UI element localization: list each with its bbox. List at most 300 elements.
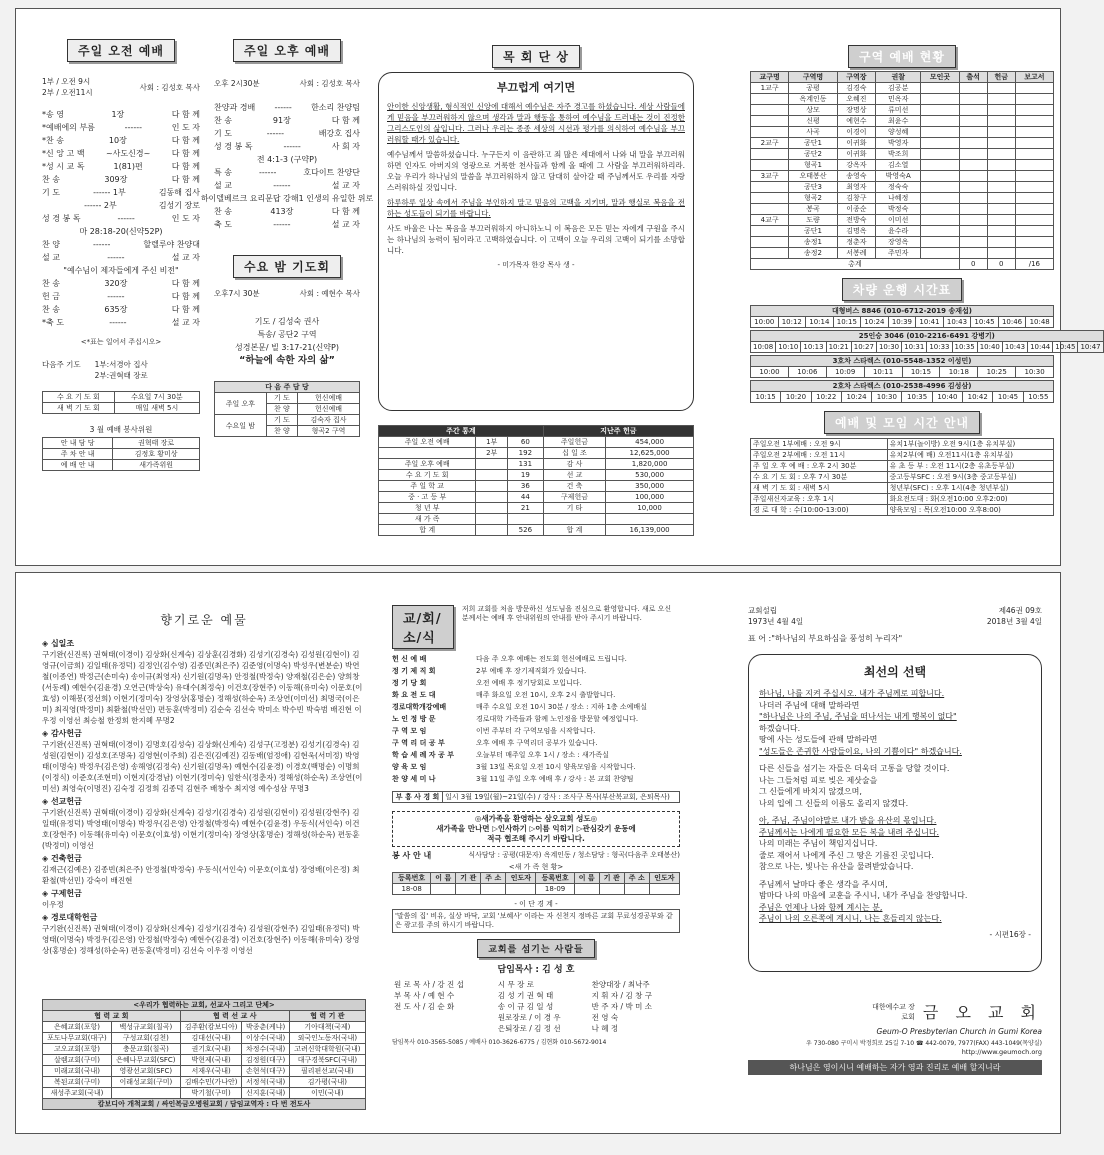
essay-subtitle: 부끄럽게 여기면 xyxy=(496,81,576,94)
dawn-prayer-label: 새 벽 기 도 회 xyxy=(43,403,115,414)
district-cell: 민옥자 xyxy=(875,94,920,105)
bus-stop-time: 10:15 xyxy=(902,367,940,378)
order-detail: 413장 xyxy=(270,207,294,216)
district-cell: 장명상 xyxy=(837,105,875,116)
district-blank-cell xyxy=(1015,248,1053,259)
bus-stop-time: 10:31 xyxy=(902,342,927,353)
newfam-header: 주 소 xyxy=(481,873,506,884)
order-detail: ------ 2부 xyxy=(84,201,117,210)
order-row xyxy=(42,251,200,264)
district-cell: 나혜정 xyxy=(875,193,920,204)
district-blank-cell xyxy=(921,182,959,193)
district-blank-cell xyxy=(1015,160,1053,171)
order-detail: 320장 xyxy=(104,279,128,288)
partner-cell: 미래교회(국내) xyxy=(43,1066,112,1077)
stats-cell: 100,000 xyxy=(606,492,694,503)
district-blank-cell xyxy=(1015,193,1053,204)
partner-row xyxy=(43,1022,366,1033)
poem-line: 줄로 재어서 나에게 주신 그 땅은 기름진 곳입니다. xyxy=(759,850,934,860)
order-item: 설 교 xyxy=(214,181,232,190)
order-detail: "예수님이 제자들에게 주신 비전" xyxy=(63,266,179,275)
offering-section-title: ◈ 건축헌금 xyxy=(42,854,82,863)
district-blank-cell xyxy=(921,127,959,138)
next-week-duty-table xyxy=(214,381,360,437)
district-cell: 주민자 xyxy=(875,248,920,259)
bus-stop-time: 10:40 xyxy=(932,392,962,403)
district-header: 교구명 xyxy=(751,72,789,83)
district-cell: 류미선 xyxy=(875,105,920,116)
bus-timetable xyxy=(750,305,1101,403)
march-volunteer-table xyxy=(42,437,200,471)
news-item-text: 3월 11일 주일 오후 예배 후 / 강사 : 본 교회 찬양팀 xyxy=(476,775,634,783)
newfam-header: 등록번호 xyxy=(536,873,574,884)
poem-line: 주님은 언제나 나와 함께 계시는 분, xyxy=(759,902,883,912)
wed-special-song: 특송/ 공단2 구역 xyxy=(257,330,317,339)
pastor-column xyxy=(372,39,700,565)
meeting-row xyxy=(751,472,1054,483)
bus-stop-time: 10:43 xyxy=(1002,342,1027,353)
stats-cell: 1부 xyxy=(476,437,508,448)
district-cell: 최영자 xyxy=(837,182,875,193)
duty-role: 찬 양 xyxy=(266,426,297,437)
news-title: 교/회/소/식 xyxy=(392,605,454,649)
district-blank-cell xyxy=(987,116,1015,127)
am-note: <*표는 일어서 주십시오> xyxy=(80,338,162,346)
order-person: 다 함 께 xyxy=(171,279,200,288)
denomination: 대한예수교 장로회 xyxy=(872,1002,915,1021)
district-cell: 이귀화 xyxy=(837,138,875,149)
bus-route-table xyxy=(750,305,1054,328)
order-item: 찬 양 xyxy=(42,240,60,249)
order-item: 축 도 xyxy=(214,220,232,229)
order-item: 찬 송 xyxy=(42,279,60,288)
news-item xyxy=(392,773,680,785)
news-items xyxy=(392,653,680,785)
order-detail: 1(81)편 xyxy=(113,162,143,171)
order-detail: ------ 1부 xyxy=(93,188,126,197)
meeting-cell: 유 초 등 부 : 오전 11시(2층 유초등부실) xyxy=(887,461,1053,472)
newfam-blank-cell xyxy=(649,884,679,895)
stats-row xyxy=(379,470,694,481)
order-detail: ------ xyxy=(109,318,127,327)
order-detail: 10장 xyxy=(108,136,127,145)
district-cell xyxy=(751,127,789,138)
order-row xyxy=(42,186,200,199)
order-person: 다 함 께 xyxy=(171,305,200,314)
order-item: *축 도 xyxy=(42,318,64,327)
order-person: 호다이트 찬양단 xyxy=(303,168,360,177)
meeting-row xyxy=(751,439,1054,450)
duty-person: 형곡2 구역 xyxy=(298,426,360,437)
bus-stop-time: 10:41 xyxy=(916,317,944,328)
cult-warning-text: '말씀의 집' 비유, 실상 바닥, 교회 '보혜사' 이라는 자 신천지 정바른 교회 무료성경공부와 같은 광고를 주의 하시기 바랍니다. xyxy=(392,909,680,933)
newfam-header: 등록번호 xyxy=(393,873,431,884)
bus-stop-time: 10:43 xyxy=(943,317,971,328)
church-english-name: Geum-O Presbyterian Church in Gumi Korea xyxy=(876,1027,1042,1036)
role-label: 안 내 담 당 xyxy=(43,438,113,449)
order-row xyxy=(214,127,360,140)
offering-section-title: ◈ 감사헌금 xyxy=(42,729,82,738)
new-family-table xyxy=(392,872,680,895)
stats-cell: 주일 오전 예배 xyxy=(379,437,476,448)
district-cell: 4교구 xyxy=(751,215,789,226)
poem-line: 밤마다 나의 마음에 교훈을 주시니, 내가 주님을 찬양합니다. xyxy=(759,891,968,900)
meeting-cell: 주 일 오 후 예 배 : 오후 2시 30분 xyxy=(751,461,888,472)
service-label: 봉 사 안 내 xyxy=(392,851,432,860)
district-cell: 상모 xyxy=(789,105,837,116)
total-reports: /16 xyxy=(1015,259,1053,270)
am-service-header xyxy=(42,76,200,98)
order-row xyxy=(42,160,200,173)
district-header: 구역명 xyxy=(789,72,837,83)
district-blank-cell xyxy=(1015,182,1053,193)
newfam-header: 이 름 xyxy=(431,873,456,884)
order-row xyxy=(214,218,360,231)
district-blank-cell xyxy=(987,160,1015,171)
servants-title: 교회를 섬기는 사람들 xyxy=(477,939,595,958)
poem-line: "하나님은 나의 주님, 주님을 떠나서는 내게 행복이 없다" xyxy=(759,712,957,721)
order-item: 찬양과 경배 xyxy=(214,103,256,112)
order-detail: 91장 xyxy=(272,116,291,125)
essay-signature: - 미가목자 한강 목사 생 - xyxy=(497,261,575,269)
prayer-meeting-table xyxy=(42,391,200,414)
district-header: 출석 xyxy=(959,72,987,83)
order-row xyxy=(42,199,200,212)
district-row xyxy=(751,237,1054,248)
district-blank-cell xyxy=(1015,204,1053,215)
district-blank-cell xyxy=(987,182,1015,193)
district-cell: 봉곡 xyxy=(789,204,837,215)
wed-scripture: 성경본문/ 빌 3:17-21(신약P) xyxy=(235,343,339,352)
next-prayer-label: 다음주 기도 xyxy=(42,360,81,369)
dawn-prayer-time: 매일 새벽 5시 xyxy=(114,403,199,414)
order-row xyxy=(42,134,200,147)
pastor-column-title: 목 회 단 상 xyxy=(492,45,580,68)
order-row xyxy=(214,101,360,114)
partner-cell: 김주환(캄보디아) xyxy=(180,1022,242,1033)
wed-time: 오후7시 30분 xyxy=(214,289,260,298)
stats-cell: 건 축 xyxy=(543,481,605,492)
stats-cell: 21 xyxy=(507,503,543,514)
welcome-line: 새가족을 만나면 ▷인사하기 ▷이름 익히기 ▷관심갖기 운동에 xyxy=(436,824,636,833)
pm-order-list xyxy=(200,101,374,231)
bus-stop-time: 10:11 xyxy=(864,367,902,378)
order-item: 찬 송 xyxy=(214,207,232,216)
news-item-label: 학 습 세 례 자 공 부 xyxy=(392,751,454,759)
bus-stop-time: 10:22 xyxy=(811,392,841,403)
district-row xyxy=(751,193,1054,204)
newfam-blank-cell xyxy=(481,884,506,895)
bus-route-header xyxy=(751,331,1104,342)
meeting-row xyxy=(751,505,1054,516)
district-row xyxy=(751,171,1054,182)
church-website[interactable]: http://www.geumoch.org xyxy=(961,1048,1042,1056)
order-item: 찬 송 xyxy=(42,175,60,184)
district-blank-cell xyxy=(959,171,987,182)
order-person: 설 교 자 xyxy=(331,181,360,190)
order-item: *성 시 교 독 xyxy=(42,162,85,171)
partners-head: 협 력 교 회 xyxy=(43,1011,181,1022)
order-row xyxy=(42,212,200,225)
partner-cell: 영광선교회(SFC) xyxy=(111,1066,180,1077)
news-item xyxy=(392,737,680,749)
partners-head: 협 력 선 교 사 xyxy=(180,1011,289,1022)
district-cell: 사곡 xyxy=(789,127,837,138)
bus-route-name: 대형버스 8846 (010-6712-2019 송재섭) xyxy=(751,306,1054,317)
partner-cell: 김정원(대구) xyxy=(242,1055,289,1066)
news-item xyxy=(392,701,680,713)
district-blank-cell xyxy=(959,116,987,127)
order-person: 다 함 께 xyxy=(171,175,200,184)
newfam-header: 인도자 xyxy=(506,873,536,884)
order-row xyxy=(42,290,200,303)
servants-table xyxy=(392,979,680,1034)
district-cell xyxy=(751,204,789,215)
meeting-row xyxy=(751,483,1054,494)
district-blank-cell xyxy=(1015,237,1053,248)
bus-stop-time: 10:18 xyxy=(940,367,978,378)
meeting-row xyxy=(751,494,1054,505)
pm-service-column xyxy=(200,33,374,565)
district-blank-cell xyxy=(959,127,987,138)
duty-person: 헌신예배 xyxy=(298,393,360,404)
partner-cell: 박현제(국내) xyxy=(180,1055,242,1066)
meeting-cell: 유치1부(놀이방) 오전 9시(1층 유치부실) xyxy=(887,439,1053,450)
partner-row xyxy=(43,1044,366,1055)
district-cell: 신평 xyxy=(789,116,837,127)
district-cell xyxy=(751,94,789,105)
stats-row xyxy=(379,503,694,514)
order-detail: ------ xyxy=(274,103,292,112)
poem-line: 하겠습니다. xyxy=(759,723,801,733)
poem-line: 주님이 나의 오른쪽에 계시니, 나는 흔들리지 않는다. xyxy=(759,914,942,923)
bus-stop-time: 10:55 xyxy=(1023,392,1053,403)
pm-service-title: 주일 오후 예배 xyxy=(233,39,341,62)
news-item-label: 노 인 정 방 문 xyxy=(392,715,436,723)
district-cell: 최윤수 xyxy=(875,116,920,127)
servant-cell: 반 주 자 / 박 미 소 xyxy=(591,1002,652,1011)
offering-names: 구기완(신진록) 권혁태(이경이) 김상화(신계숙) 김상훈(김경화) 김성기(김경숙) 김성원(김현이) 김영규(이금희) 김일태(유정덕) 김정인(김수영) 김종민(최은주) 김준영(이명숙) 박성우(변분순) 박연철(이종연) 박정근(손미숙) 송이규(최영자) 신기원(김명옥) 안정철(박정숙) 양재철(김은순) 양희창(서동례) 예현수(김윤경) 오연근(박상숙) 유대수(최정숙) 이건호(장현주) 이동해(유미숙) 이문호(이효성) 이해봉(정선희) 이현기(정미숙) 장영상(홍명순) 정해성(하순옥) 조상연(이미선) 최명국(이은미) 최직영(박정미) 최환철(박선민) 편동훈(박정미) 김순숙 김선숙 박미소 박수빈 박숙범 배진현 이우정 이영선 최승철 한정희 한지혜 무명2 xyxy=(42,650,363,725)
meetings-title: 예배 및 모임 시간 안내 xyxy=(824,411,980,434)
news-item xyxy=(392,689,680,701)
district-cell: 김경숙 xyxy=(837,83,875,94)
stats-cell: 선 교 xyxy=(543,470,605,481)
stats-cell: 청 년 부 xyxy=(379,503,476,514)
pm-service-header xyxy=(214,78,360,89)
news-item-text: 이번 주부터 각 구역모임을 시작합니다. xyxy=(476,727,596,735)
district-cell: 송정1 xyxy=(789,237,837,248)
news-header xyxy=(392,605,680,649)
district-cell: 공단1 xyxy=(789,138,837,149)
partner-row xyxy=(43,1077,366,1088)
am-order-list xyxy=(42,108,200,329)
district-row xyxy=(751,127,1054,138)
order-row xyxy=(42,108,200,121)
poem-line: 참으로 나는, 빛나는 유산을 물려받았습니다. xyxy=(759,862,914,871)
stats-cell: 350,000 xyxy=(606,481,694,492)
am-leader: 사회 : 김성호 목사 xyxy=(139,82,200,92)
order-detail: 635장 xyxy=(104,305,128,314)
order-item: 기 도 xyxy=(42,188,60,197)
news-item-label: 경로대학개강예배 xyxy=(392,703,447,711)
news-item-text: 매주 수요일 오전 10시 30분 / 장소 : 지하 1층 소예배실 xyxy=(476,703,647,711)
meeting-cell: 경 로 대 학 : 수(10:00-13:00) xyxy=(751,505,888,516)
essay-paragraph: 하루하루 일상 속에서 주님을 부인하지 말고 믿음의 고백을 지키며, 말과 행실로 복음을 전하는 성도들이 되기를 바랍니다. xyxy=(387,198,685,218)
partner-cell: 손현석(대구) xyxy=(242,1066,289,1077)
duty-person: 헌신예배 xyxy=(298,404,360,415)
bus-stop-time: 10:45 xyxy=(971,317,999,328)
service-guide xyxy=(392,849,680,862)
bulletin-outside-page xyxy=(15,572,1061,1134)
order-item: 특 송 xyxy=(214,168,232,177)
partners-head: 협 력 기 관 xyxy=(289,1011,365,1022)
offering-title: 향기로운 예물 xyxy=(160,613,248,627)
order-detail: 전 4:1-3 (구약P) xyxy=(256,155,318,164)
bus-stop-time: 10:45 xyxy=(993,392,1023,403)
district-blank-cell xyxy=(921,160,959,171)
offering-list xyxy=(42,638,366,993)
servant-cell: 지 휘 자 / 김 창 구 xyxy=(591,991,652,1000)
am-service-title: 주일 오전 예배 xyxy=(67,39,175,62)
district-cell xyxy=(751,160,789,171)
revival-box xyxy=(392,791,680,803)
district-blank-cell xyxy=(959,83,987,94)
stats-cell xyxy=(379,448,476,459)
district-cell: 박영숙A xyxy=(875,171,920,182)
order-item: 헌 금 xyxy=(42,292,60,301)
district-row xyxy=(751,94,1054,105)
poem-line: 나더러 주님에 대해 말하라면 xyxy=(759,700,860,710)
issue-date: 2018년 3월 4일 xyxy=(986,617,1042,626)
order-item: *송 영 xyxy=(42,110,64,119)
newfam-header: 인도자 xyxy=(649,873,679,884)
poem-line: "성도들은 존귀한 사람들이요, 나의 기쁨이다" 하겠습니다. xyxy=(759,746,962,756)
meeting-cell: 새 벽 기 도 회 : 새벽 5시 xyxy=(751,483,888,494)
district-cell: 이귀화 xyxy=(837,149,875,160)
poem-lines xyxy=(759,688,1031,925)
meeting-cell: 주일새신자교육 : 오후 1시 xyxy=(751,494,888,505)
stats-cell: 구제헌금 xyxy=(543,492,605,503)
district-blank-cell xyxy=(921,193,959,204)
newfam-id: 18-09 xyxy=(536,884,574,895)
bus-stop-row xyxy=(751,342,1104,353)
district-blank-cell xyxy=(1015,138,1053,149)
partner-cell: 권기호(국내) xyxy=(180,1044,242,1055)
district-blank-cell xyxy=(1015,83,1053,94)
revival-label: 부 흥 사 경 회 xyxy=(393,792,443,803)
district-cell: 공단2 xyxy=(789,149,837,160)
order-person: 김성기 장로 xyxy=(158,201,200,210)
district-row xyxy=(751,182,1054,193)
district-blank-cell xyxy=(921,226,959,237)
am-time-1: 1부 / 오전 9시 xyxy=(42,77,91,86)
bus-route-table xyxy=(750,355,1054,378)
wed-prayer: 기도 / 김성숙 권사 xyxy=(254,317,320,326)
order-row xyxy=(214,179,360,192)
stats-cell: 10,000 xyxy=(606,503,694,514)
bus-stop-time: 10:30 xyxy=(872,392,902,403)
partner-cell: 서정석(국내) xyxy=(242,1077,289,1088)
poem-reference: - 시편16장 - xyxy=(989,929,1031,939)
stats-row xyxy=(379,459,694,470)
servant-cell: 전 영 숙 xyxy=(591,1013,619,1022)
servant-cell: 원로장로 / 이 경 우 xyxy=(497,1013,561,1022)
meeting-row xyxy=(751,450,1054,461)
district-blank-cell xyxy=(959,138,987,149)
newfam-header: 기 관 xyxy=(599,873,624,884)
partner-cell: 대구경북SFC(국내) xyxy=(289,1055,365,1066)
news-item xyxy=(392,713,680,725)
cover-header xyxy=(748,605,1042,627)
servant-cell xyxy=(392,1012,496,1023)
bus-stop-row xyxy=(751,317,1054,328)
role-person: 권혁태 장로 xyxy=(113,438,200,449)
bus-stop-time: 10:15 xyxy=(833,317,861,328)
wed-prayer-label: 수 요 기 도 회 xyxy=(43,392,115,403)
newfam-title: <새 가 족 현 황> xyxy=(508,863,564,871)
stats-cell: 2부 xyxy=(476,448,508,459)
order-person: 다 함 께 xyxy=(171,149,200,158)
district-blank-cell xyxy=(959,182,987,193)
essay-paragraph: 예수님께서 말씀하셨습니다. 누구든지 이 음란하고 죄 많은 세대에서 나와 내 말을 부끄러워하면 인자도 아버지의 영광으로 거룩한 천사들과 함께 올 때에 그 사람을 부끄러워하리라. 오늘 우리가 하나님의 말씀을 부끄러워하지 않고 담대히 살아갈 때 주님께서도 우리를 자랑스러워하실 것입니다. xyxy=(387,150,685,192)
next-prayer xyxy=(42,359,200,381)
poem-line: 주님께서 날마다 좋은 생각을 주시며, xyxy=(759,879,888,889)
bus-stop-time: 10:30 xyxy=(876,342,901,353)
district-row xyxy=(751,116,1054,127)
order-person: 사 회 자 xyxy=(331,142,360,151)
partner-cell: 기아대책(국제) xyxy=(289,1022,365,1033)
district-blank-cell xyxy=(1015,149,1053,160)
stats-cell: 192 xyxy=(507,448,543,459)
order-person: 다 함 께 xyxy=(171,110,200,119)
news-item xyxy=(392,665,680,677)
offering-title: 지난주 헌금 xyxy=(543,426,693,437)
district-header: 모인곳 xyxy=(921,72,959,83)
bus-stop-time: 10:30 xyxy=(1016,367,1054,378)
order-row xyxy=(42,303,200,316)
order-person: 다 함 께 xyxy=(171,136,200,145)
district-blank-cell xyxy=(921,94,959,105)
meeting-cell: 주일오전 2부예배 : 오전 11시 xyxy=(751,450,888,461)
stats-cell: 526 xyxy=(507,525,543,536)
partner-cell: 충문교회(칠곡) xyxy=(111,1044,180,1055)
district-blank-cell xyxy=(921,83,959,94)
order-person: 설 교 자 xyxy=(171,318,200,327)
servant-row xyxy=(392,1012,680,1023)
bus-route-table xyxy=(750,380,1054,403)
district-cell: 강옥자 xyxy=(837,160,875,171)
bus-route-name: 25인승 3046 (010-2216-6491 강병기) xyxy=(751,331,1104,342)
order-detail: ------ xyxy=(124,123,142,132)
news-item-label: 구 역 리 더 공 부 xyxy=(392,739,445,747)
newfam-id: 18-08 xyxy=(393,884,431,895)
order-row xyxy=(42,264,200,277)
news-item-label: 찬 양 세 미 나 xyxy=(392,775,436,783)
stats-cell: 수 요 기 도 회 xyxy=(379,470,476,481)
stats-cell: 530,000 xyxy=(606,470,694,481)
bus-stop-time: 10:33 xyxy=(927,342,952,353)
order-detail: ------ xyxy=(117,214,135,223)
news-item-text: 오늘부터 매주일 오후 1시 / 장소 : 새가족실 xyxy=(476,751,609,759)
district-cell xyxy=(751,149,789,160)
district-blank-cell xyxy=(987,215,1015,226)
offering-names: 김재근(김예은) 김종빈(최은주) 안정철(박정숙) 우동식(서인숙) 이문호(이효성) 장영배(이은정) 최환철(박선민) 강숙이 배진현 xyxy=(42,865,360,885)
district-blank-cell xyxy=(921,237,959,248)
district-row xyxy=(751,215,1054,226)
district-header: 헌금 xyxy=(987,72,1015,83)
founded-date: 1973년 4월 4일 xyxy=(748,617,804,626)
bus-stop-time: 10:27 xyxy=(851,342,876,353)
